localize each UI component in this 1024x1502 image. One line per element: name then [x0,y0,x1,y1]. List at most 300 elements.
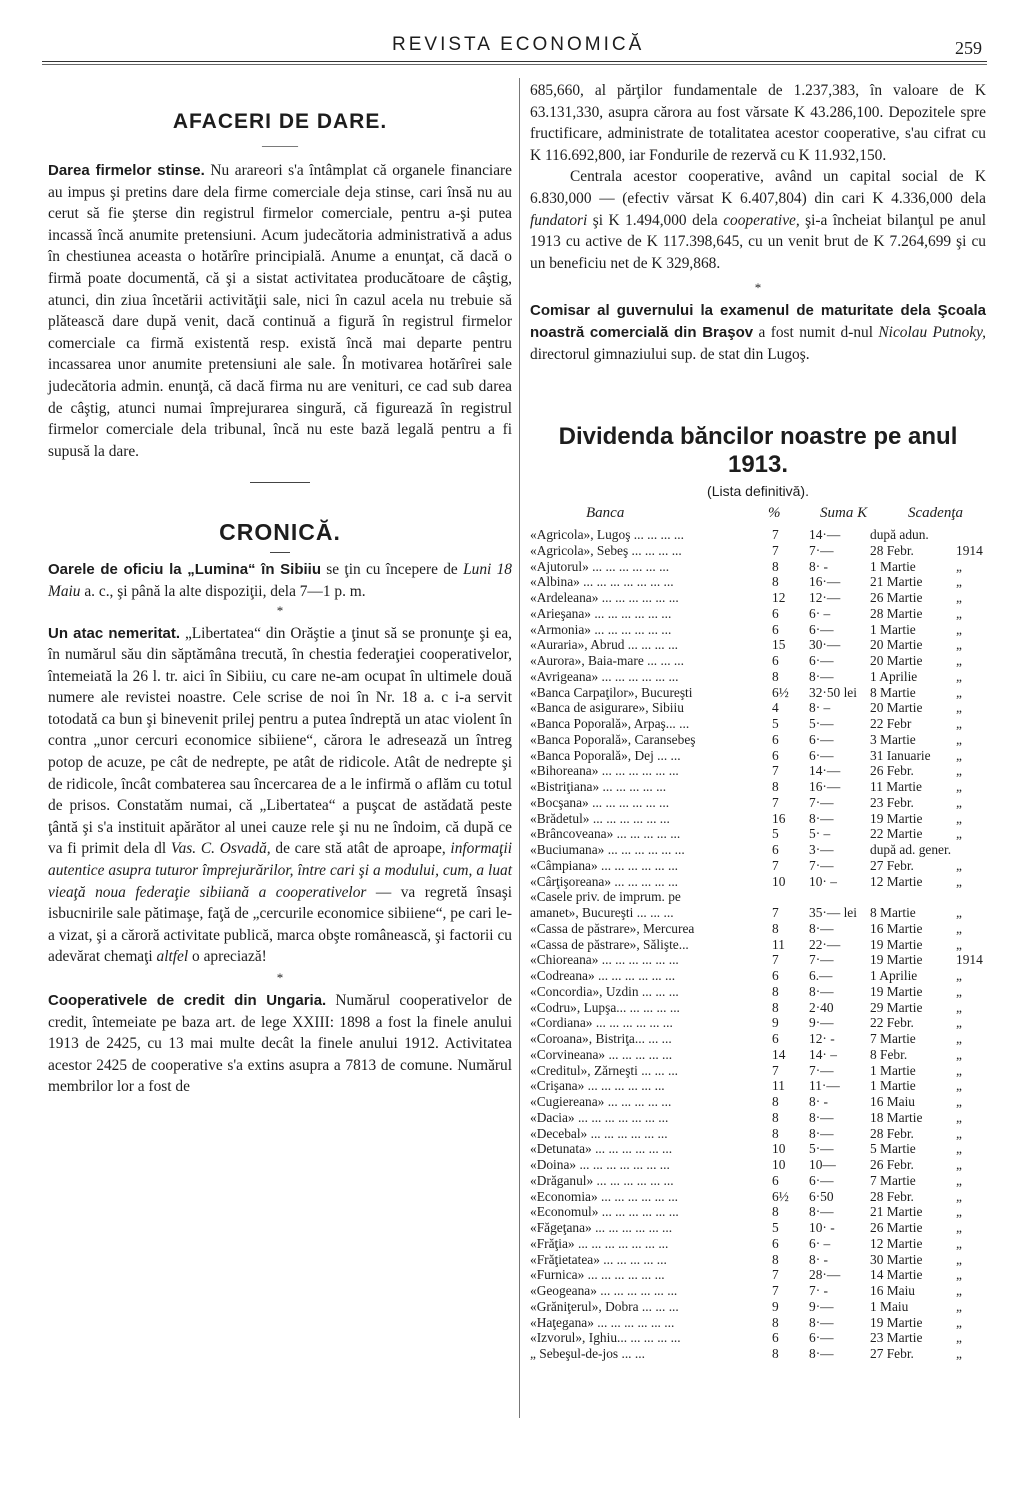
table-row [530,1110,986,1126]
cell-sum: 10· - [809,1220,835,1236]
journal-title: REVISTA ECONOMICĂ [392,34,645,55]
cell-date: 26 Martie [870,1220,923,1236]
cell-bank: «Agricola», Sebeş ... ... ... ... [530,542,682,558]
cell-bank: «Cassa de păstrare», Sălişte... [530,936,689,952]
cell-year: „ [956,1031,962,1047]
section-divider: ——— [262,138,298,152]
cell-year: „ [956,794,962,810]
cell-date: 19 Martie [870,952,923,968]
darea-heading: Darea firmelor stinse. [48,162,205,179]
table-row [530,937,986,953]
cell-bank: «Corvineana» ... ... ... ... ... [530,1046,673,1062]
cell-pct: 6 [772,1172,779,1188]
table-row [530,858,986,874]
table-row [530,606,986,622]
cell-bank: «Geogeana» ... ... ... ... ... ... [530,1283,678,1299]
darea-paragraph [48,160,512,462]
atac-heading: Un atac nemeritat. [48,624,181,642]
cell-sum: 8· - [809,1094,828,1110]
atac-text-3: — va regretă însaşi isbucnirile sale pătimaşe, faţă de „cercurile economice sibiiene“, pe cari le-a vizat, şi a căroră activitate publică, marca obşte românească, şi factorii cu adevărat chemaţi [48,883,512,966]
table-row [530,1346,986,1362]
cell-sum: 2·40 [809,999,834,1015]
cell-bank: «Cordiana» ... ... ... ... ... ... [530,1015,673,1031]
cell-date: 1 Aprilie [870,968,918,984]
cell-pct: 9 [772,1298,779,1314]
centrala-text-2: şi K 1.494,000 dela [587,211,724,229]
table-row [530,905,986,921]
cell-sum: 8·— [809,668,834,684]
atac-text-4: o apreciază! [188,948,267,966]
cell-bank: «Brădetul» ... ... ... ... ... ... [530,810,670,826]
cell-date: 29 Martie [870,999,923,1015]
cell-date: 7 Martie [870,1031,916,1047]
cell-bank: «Economul» ... ... ... ... ... ... [530,1204,679,1220]
cell-pct: 6 [772,747,779,763]
centrala-italic-2: cooperative, [723,211,800,229]
table-row [530,795,986,811]
cell-pct: 14 [772,1046,786,1062]
cell-year: „ [956,684,962,700]
cell-year: „ [956,668,962,684]
cell-bank: «Buciumana» ... ... ... ... ... ... [530,842,685,858]
cell-year: „ [956,999,962,1015]
left-column [48,80,512,1098]
table-row [530,700,986,716]
table-row [530,559,986,575]
cell-date: 3 Martie [870,731,916,747]
cell-bank: «Izvorul», Ighiu... ... ... ... ... [530,1330,681,1346]
header-bank: Banca [586,505,625,522]
cell-bank: «Codru», Lupşa... ... ... ... ... [530,999,680,1015]
cell-pct: 8 [772,1125,779,1141]
centrala-paragraph [530,166,986,274]
cell-date: 1 Martie [870,558,916,574]
table-row [530,622,986,638]
cell-bank: «Ardeleana» ... ... ... ... ... ... [530,590,679,606]
cell-sum: 8· – [809,700,831,716]
cell-bank: «Chioreana» ... ... ... ... ... ... [530,952,679,968]
cell-date: 1 Martie [870,1062,916,1078]
header-due-date: Scadenţa [908,505,963,522]
table-row [530,921,986,937]
atac-text-1: „Libertatea“ din Orăştie a ţinut să se pronunţe şi ea, în numărul său din săptămâna trecută, în chestia federaţiei cooperativelor, întemeiată la 26 l. tr. aici în Sibiiu, cu care ne-am ocupat în ultimele două numere ale revistei noastre. Cele scrise de noi în Nr. 18 a. c i-a servit totodată ca bun şi binevenit prilej pentru a putea îndreptă un atac violent în contra „unor cercuri economice sibiiene“, cărora le adresează un întreg potop de acuze, pe cât de nedrepte, pe atât de ridicole. Atât de nedrepte şi de ridicole, încât combaterea sau încercarea de a le infirmă o aflăm cu totul de prisos. Constatăm numai, că „Libertatea“ a puşcat de astădată peste ţântă şi s'a instituit apărător al unei cauze rele şi nu ne îndoim, că după ce va fi primit dela dl [48,624,512,858]
cell-bank: «Dacia» ... ... ... ... ... ... ... [530,1109,669,1125]
cell-date: 11 Martie [870,779,922,795]
cell-sum: 8· - [809,558,828,574]
cell-pct: 6 [772,731,779,747]
cell-bank: „ Sebeşul-de-jos ... ... [530,1346,645,1362]
table-row [530,1189,986,1205]
cell-sum: 6·— [809,653,834,669]
cell-date: 14 Martie [870,1267,923,1283]
cell-pct: 6 [772,605,779,621]
coop-text: Numărul cooperativelor de credit, întemeiate pe baza art. de lege XXIII: 1898 a fost la finele anului 1913 de 2425, cu 13 mai multe decât la finele anului 1912. Activitatea acestor 2425 de cooperative s'a extins asupra a 7813 de comune. Numărul membrilor lor a fost de [48,992,512,1096]
coop-heading: Cooperativele de credit din Ungaria. [48,992,327,1009]
cell-date: 18 Martie [870,1109,923,1125]
cell-sum: 8·— [809,920,834,936]
cell-date: 26 Febr. [870,763,914,779]
cell-bank: «Banca Poporală», Dej ... ... [530,747,681,763]
cell-pct: 8 [772,668,779,684]
cell-date: 26 Martie [870,590,923,606]
cell-pct: 11 [772,936,785,952]
table-row [530,889,986,905]
cell-year: „ [956,1125,962,1141]
cell-year: „ [956,1046,962,1062]
cell-year: „ [956,1330,962,1346]
comisar-text-2: directorul gimnaziului sup. de stat din Lugoş. [530,345,810,363]
cell-date: 16 Maiu [870,1094,916,1110]
table-row [530,874,986,890]
table-row [530,1330,986,1346]
cell-pct: 10 [772,873,786,889]
cell-sum: 35·— lei [809,905,857,921]
cell-sum: 7·— [809,542,834,558]
cell-pct: 6 [772,968,779,984]
cell-pct: 8 [772,1109,779,1125]
cell-sum: 6·— [809,621,834,637]
cell-bank: «Armonia» ... ... ... ... ... ... [530,621,672,637]
cell-date: 30 Martie [870,1251,923,1267]
table-row [530,779,986,795]
cell-year: „ [956,1172,962,1188]
cell-year: „ [956,1109,962,1125]
cell-year: „ [956,731,962,747]
table-row [530,1283,986,1299]
cell-sum: 3·— [809,842,834,858]
cell-bank: «Detunata» ... ... ... ... ... ... [530,1141,673,1157]
cell-year: „ [956,1141,962,1157]
column-divider [519,78,520,1418]
asterisk-separator: * [276,602,284,618]
cell-date: 23 Martie [870,1330,923,1346]
cell-date: 8 Martie [870,684,916,700]
cell-pct: 8 [772,1314,779,1330]
cell-pct: 6 [772,653,779,669]
darea-text: Nu arareori s'a întâmplat că organele financiare au impus şi pretins dare dela firme comerciale deja stinse, cari însă nu au cerut să fie şterse din registrul firmelor comerciale, pentru a-şi putea incassă încă anumite pretensiuni. Acum judecătoria administrativă a adus în chestiunea aceasta o hotărîre principială. Anume a enunţat, că dacă o firmă poate documentă, că şi a sistat activitatea producătoare de câştig, atunci, din ziua încetării activităţii sale, nici în cazul acela nu trebuie să plătească dare după venit, dacă continuă a figură în registrul firmelor comerciale ca firmă existentă resp. există încă mai departe pentru incassarea unor anumite pretensiuni ale sale. În motivarea hotărîrei sale judecătoria admin. enunţă, că dacă firma nu are venituri, ce cad sub darea de câştig, atunci numai împrejurarea singură, că figurează în registrul firmelor comerciale dela tribunal, încă nu este bază legală pentru a fi supusă la dare. [48,162,512,460]
table-row [530,732,986,748]
cell-pct: 9 [772,1015,779,1031]
cell-year: „ [956,637,962,653]
cell-date: 8 Martie [870,905,916,921]
cell-sum: 7· - [809,1283,828,1299]
table-row [530,1078,986,1094]
cell-bank: «Concordia», Uzdin ... ... ... [530,983,679,999]
cell-date: 28 Martie [870,605,923,621]
cell-bank: «Codreana» ... ... ... ... ... ... [530,968,676,984]
cell-date: 27 Febr. [870,857,914,873]
cell-year: „ [956,1235,962,1251]
cell-date: 31 Ianuarie [870,747,931,763]
cell-pct: 6½ [772,684,789,700]
cell-bank: «Banca Poporală», Arpaş... ... [530,716,690,732]
table-row [530,1000,986,1016]
comisar-name: Nicolau Putnoky, [878,323,986,341]
cell-sum: 12· - [809,1031,835,1047]
cell-sum: 12·— [809,590,841,606]
cell-date: 21 Martie [870,574,923,590]
table-row [530,1031,986,1047]
cell-pct: 8 [772,1094,779,1110]
table-row [530,1220,986,1236]
cell-sum: 7·— [809,794,834,810]
cell-date: 1 Aprilie [870,668,918,684]
cell-year: 1914 [956,542,983,558]
cronica-title: CRONICĂ. [219,519,341,546]
cell-pct: 8 [772,1346,779,1362]
dividend-table-body [530,527,986,1362]
table-row [530,716,986,732]
cell-bank: «Drăganul» ... ... ... ... ... ... [530,1172,674,1188]
cell-sum: 6·— [809,1172,834,1188]
cell-sum: 16·— [809,574,841,590]
orele-paragraph [48,559,512,602]
table-row [530,1141,986,1157]
orele-date: Luni 18 Maiu [48,561,513,600]
dividend-table [530,423,986,1362]
cell-year: „ [956,747,962,763]
table-row [530,763,986,779]
table-row [530,811,986,827]
cell-sum: 8·— [809,1314,834,1330]
cell-pct: 7 [772,1283,779,1299]
cell-bank: «Economia» ... ... ... ... ... ... [530,1188,679,1204]
cell-date: 20 Martie [870,653,923,669]
table-row [530,1315,986,1331]
cell-pct: 6 [772,621,779,637]
cell-year: „ [956,763,962,779]
atac-text-2: de care stă atât de aproape, [270,840,451,858]
cell-sum: 5· – [809,826,831,842]
cell-bank: «Haţegana» ... ... ... ... ... ... [530,1314,675,1330]
cell-year: „ [956,1188,962,1204]
cell-bank: «Frăţia» ... ... ... ... ... ... ... [530,1235,669,1251]
cell-year: 1914 [956,952,983,968]
cell-pct: 10 [772,1141,786,1157]
cell-sum: 5·— [809,716,834,732]
table-row [530,1094,986,1110]
cell-date: 28 Febr. [870,542,914,558]
cell-pct: 6 [772,1235,779,1251]
table-row [530,1126,986,1142]
table-row [530,1204,986,1220]
cell-date: 19 Martie [870,1314,923,1330]
header-rule [42,61,987,65]
cell-bank: «Casele priv. de imprum. pe [530,889,681,905]
cell-pct: 8 [772,574,779,590]
cell-sum: 8·— [809,1204,834,1220]
right-column [530,80,986,1362]
table-row [530,984,986,1000]
cell-pct: 7 [772,1062,779,1078]
dividend-table-title: Dividenda băncilor noastre pe anul 1913. [558,423,958,479]
cell-date: 12 Martie [870,873,923,889]
cell-date: 26 Febr. [870,1157,914,1173]
cell-year: „ [956,558,962,574]
table-row [530,1252,986,1268]
cell-year: „ [956,1157,962,1173]
cell-year: „ [956,873,962,889]
cell-year: „ [956,700,962,716]
orele-text-2: a. c., şi până la alte dispoziţii, dela 7—1 p. m. [80,582,366,600]
cell-sum: 7·— [809,952,834,968]
cell-date: 22 Febr [870,716,912,732]
cell-bank: «Cassa de păstrare», Mercurea [530,920,695,936]
cell-pct: 10 [772,1157,786,1173]
running-head [0,34,1024,62]
cell-bank: «Cârţişoreana» ... ... ... ... ... [530,873,679,889]
cell-year: „ [956,1283,962,1299]
centrala-italic-1: fundatori [530,211,588,229]
cell-bank: «Coroana», Bistriţa... ... ... [530,1031,672,1047]
cell-pct: 16 [772,810,786,826]
cell-sum: 8·— [809,1125,834,1141]
cell-sum: 10· – [809,873,837,889]
cell-date: 1 Martie [870,1078,916,1094]
table-row [530,826,986,842]
table-row [530,1157,986,1173]
header-percent: % [768,505,781,522]
cell-sum: 6·— [809,747,834,763]
cell-pct: 8 [772,558,779,574]
centrala-text-1: Centrala acestor cooperative, având un capital social de K 6.830,000 — (efectiv vărsat K 6.407,804) din cari K 4.336,000 dela [530,168,986,207]
cell-bank: «Făgeţana» ... ... ... ... ... ... [530,1220,673,1236]
cell-date: 19 Martie [870,810,923,826]
cell-pct: 6 [772,1330,779,1346]
cell-year: „ [956,936,962,952]
table-row [530,1063,986,1079]
cell-sum: 8·— [809,983,834,999]
cell-pct: 8 [772,779,779,795]
table-row [530,1299,986,1315]
cell-bank: «Arieşana» ... ... ... ... ... ... [530,605,672,621]
cell-pct: 8 [772,1204,779,1220]
cell-year: „ [956,605,962,621]
table-row [530,952,986,968]
cell-pct: 5 [772,826,779,842]
cell-bank: amanet», Bucureşti ... ... ... [530,905,674,921]
cell-pct: 5 [772,716,779,732]
orele-heading: Oarele de oficiu la „Lumina“ în Sibiiu [48,561,321,579]
cell-bank: «Ajutorul» ... ... ... ... ... ... [530,558,670,574]
cell-date: 8 Febr. [870,1046,908,1062]
cell-pct: 7 [772,794,779,810]
atac-italic-1: Vas. C. Osvadă, [170,840,271,858]
table-row [530,1015,986,1031]
cell-bank: «Crişana» ... ... ... ... ... ... [530,1078,665,1094]
cell-date: 7 Martie [870,1172,916,1188]
cell-pct: 7 [772,763,779,779]
cell-sum: 5·— [809,1141,834,1157]
cell-date: 20 Martie [870,637,923,653]
cell-date: 28 Febr. [870,1188,914,1204]
table-row [530,590,986,606]
coop-continuation: 685,660, al părţilor fundamentale de 1.237,383, în valoare de K 63.131,330, asupra cărora au fost vărsate K 43.286,100. Depozitele spre fructificare, administrate de totalitatea acestor cooperative, s'au cifrat cu K 116.692,800, iar Fondurile de rezervă cu K 11.932,150. [530,82,986,164]
cell-pct: 6½ [772,1188,789,1204]
cell-year: „ [956,810,962,826]
cell-date: 1 Martie [870,621,916,637]
cell-pct: 8 [772,983,779,999]
cell-sum: 6.— [809,968,833,984]
table-row [530,574,986,590]
atac-paragraph [48,623,512,969]
cell-sum: 32·50 lei [809,684,857,700]
cell-bank: «Frăţietatea» ... ... ... ... ... [530,1251,667,1267]
cell-bank: «Bistriţiana» ... ... ... ... ... [530,779,667,795]
cell-year: „ [956,1267,962,1283]
page-number: 259 [955,38,982,58]
cell-sum: 7·— [809,857,834,873]
cell-sum: 28·— [809,1267,841,1283]
cell-date: 28 Febr. [870,1125,914,1141]
cell-sum: 6· – [809,1235,831,1251]
table-row [530,527,986,543]
cell-bank: «Banca Carpaţilor», Bucureşti [530,684,693,700]
cell-sum: 8· - [809,1251,828,1267]
table-row [530,1267,986,1283]
cell-bank: «Banca de asigurare», Sibiiu [530,700,684,716]
cell-year: „ [956,1062,962,1078]
table-row [530,1047,986,1063]
cell-sum: 16·— [809,779,841,795]
cell-pct: 7 [772,952,779,968]
cell-year: „ [956,779,962,795]
cell-date: 27 Febr. [870,1346,914,1362]
table-row [530,685,986,701]
cell-date: 22 Febr. [870,1015,914,1031]
asterisk-separator: * [276,970,284,985]
table-row [530,637,986,653]
cell-bank: «Creditul», Zărneşti ... ... ... [530,1062,679,1078]
cell-date: 19 Martie [870,936,923,952]
cell-sum: 14·— [809,527,841,543]
cell-pct: 12 [772,590,786,606]
comisar-paragraph [530,300,986,365]
cell-bank: «Cugiereana» ... ... ... ... ... [530,1094,672,1110]
cell-date: 19 Martie [870,983,923,999]
cell-year: „ [956,1204,962,1220]
cell-sum: 8·— [809,810,834,826]
cell-date: 12 Martie [870,1235,923,1251]
cell-sum: 6·— [809,1330,834,1346]
cell-pct: 11 [772,1078,785,1094]
cell-year: „ [956,857,962,873]
cell-date: după adun. [870,527,929,543]
cell-year: „ [956,1078,962,1094]
header-sum: Suma K [820,505,868,522]
cell-pct: 5 [772,1220,779,1236]
table-row [530,1173,986,1189]
cell-bank: «Furnica» ... ... ... ... ... ... [530,1267,665,1283]
cell-sum: 14· – [809,1046,837,1062]
comisar-text-1: a fost numit d-nul [753,323,879,341]
cell-date: 21 Martie [870,1204,923,1220]
cell-year: „ [956,1251,962,1267]
cell-bank: «Brâncoveana» ... ... ... ... ... [530,826,681,842]
cell-year: „ [956,590,962,606]
afaceri-title: AFACERI DE DARE. [172,110,388,133]
cell-pct: 8 [772,999,779,1015]
cell-year: „ [956,716,962,732]
cell-bank: «Aurora», Baia-mare ... ... ... [530,653,684,669]
centrala-text-3: şi-a încheiat bilanţul pe anul 1913 cu active de K 117.398,645, cu un venit brut de K 7.264,699 şi cu un beneficiu net de K 329,868. [530,211,986,272]
cell-year: „ [956,653,962,669]
cell-date: 23 Febr. [870,794,914,810]
cell-date: 22 Martie [870,826,923,842]
cell-date: 1 Maiu [870,1298,909,1314]
cell-year: „ [956,1346,962,1362]
cell-pct: 6 [772,842,779,858]
